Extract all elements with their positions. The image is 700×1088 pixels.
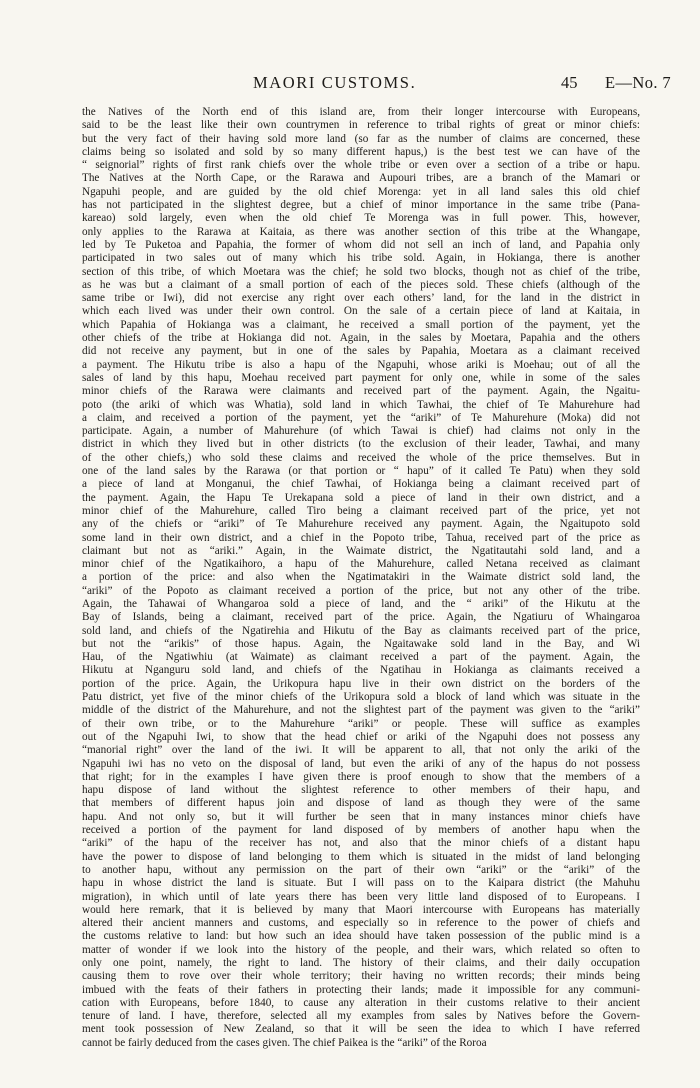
text-line: poto (the ariki of which was Whatia), sold land in which Tawhai, the chief of Te Mahurehure had bbox=[82, 398, 640, 411]
text-line: said to be the least like their own countrymen in reference to tribal rights of great or minor chiefs: bbox=[82, 119, 640, 132]
text-line: only applies to the Rarawa at Kaitaia, as there was another section of this tribe at the Whangape, bbox=[82, 225, 640, 238]
text-line: Hikutu at Nganguru sold land, and chiefs of the Ngatihau in Hokianga as claimants received a bbox=[82, 664, 640, 677]
text-line: same tribe or Iwi), did not exercise any right over each others’ land, for the land in the district in bbox=[82, 292, 640, 305]
text-line: sales of land by this hapu, Moehau received part payment for only one, while in some of the sales bbox=[82, 371, 640, 384]
text-line: “ariki” of the Popoto as claimant received a portion of the price, but not any other of the tribe. bbox=[82, 584, 640, 597]
text-line: hapu. And not only so, but it will further be seen that in many instances minor chiefs have bbox=[82, 810, 640, 823]
text-line: but the very fact of their having sold more land (so far as the number of claims are concerned, these bbox=[82, 132, 640, 145]
text-line: any of the chiefs or “ariki” of Te Mahurehure received any payment. Again, the Ngaitupoto sold bbox=[82, 518, 640, 531]
text-line: a claim, and received a portion of the payment, yet the “ariki” of Te Mahurehure (Moka) did not bbox=[82, 411, 640, 424]
text-line: but not the “arikis” of those hapus. Again, the Ngaitawake sold land in the Bay, and Wi bbox=[82, 637, 640, 650]
text-line: only one point, namely, the right to land. The history of their claims, and their daily occupation bbox=[82, 957, 640, 969]
text-line: that right; for in the examples I have given there is proof enough to show that the members of a bbox=[82, 770, 640, 783]
text-line: section of this tribe, of which Moetara was the chief; he sold two blocks, though not as chief of the tribe, bbox=[82, 265, 640, 278]
text-line: Patu district, yet five of the minor chiefs of the Urikopura sold a block of land which was situate in the bbox=[82, 691, 640, 704]
text-line: the customs relative to land: but how such an idea should have taken possession of the public mind is a bbox=[82, 930, 640, 943]
text-line: would here remark, that it is believed by many that Maori intercourse with Europeans has materially bbox=[82, 903, 640, 916]
text-line: hapu dispose of land without the slightest reference to other members of their hapu, and bbox=[82, 784, 640, 797]
text-line: cannot be fairly deduced from the cases given. The chief Paikea is the “ariki” of the Roroa bbox=[82, 1036, 487, 1049]
text-line: received a portion of the payment for land disposed of by members of another hapu when the bbox=[82, 824, 640, 837]
text-line: ment took possession of New Zealand, so that it will be seen the idea to which I have referred bbox=[82, 1023, 640, 1036]
text-line: tenure of land. I have, therefore, selected all my examples from sales by Natives before the Govern- bbox=[82, 1010, 640, 1023]
text-line: Hau, of the Ngatiwhiu (at Waimate) as claimant received a part of the payment. Again, the bbox=[82, 651, 640, 664]
text-line: that members of different hapus join and dispose of land as though they were of the same bbox=[82, 797, 640, 810]
text-line: causing them to rove over their whole territory; their having no written records; their minds being bbox=[82, 970, 640, 983]
text-line: cation with Europeans, before 1840, to cause any alteration in their customs relative to their ancient bbox=[82, 996, 640, 1009]
text-line: The Natives at the North Cape, or the Rarawa and Aupouri tribes, are a branch of the Mamari or bbox=[82, 172, 640, 185]
text-line: a payment. The Hikutu tribe is also a hapu of the Ngapuhi, whose ariki is Moehau; out of all the bbox=[82, 358, 640, 371]
text-line: has not participated in the slightest degree, but a chief of minor importance in the same tribe (Pana- bbox=[82, 199, 640, 212]
text-line: did not receive any payment, but in one of the sales by Papahia, Moetara as a claimant received bbox=[82, 345, 640, 358]
text-line: have the power to dispose of land belonging to them which is situated in the midst of land belonging bbox=[82, 850, 640, 863]
text-line: district in which they lived but in other districts (to the exclusion of their leader, Tawhai, and many bbox=[82, 438, 640, 451]
text-line: “ariki” of the hapu of the receiver has not, and also that the minor chiefs of a distant hapu bbox=[82, 837, 640, 850]
text-line: claimant but not as “ariki.” Again, in the Waimate district, the Ngatitautahi sold land, and a bbox=[82, 544, 640, 557]
text-line: minor chiefs of the Rarawa were claimants and received part of the payment. Again, the Ngaitu- bbox=[82, 385, 640, 398]
text-line: minor chief of the Ngatikaihoro, a hapu of the Mahurehure, called Netana received as claimant bbox=[82, 558, 640, 571]
text-line: migration), in which until of late years there has been very little land disposed of to Europeans. I bbox=[82, 890, 640, 903]
text-line: “ seignorial” rights of first rank chiefs over the whole tribe or even over a section of a tribe or hapu. bbox=[82, 159, 640, 172]
text-line: out of the Ngapuhi Iwi, to show that the head chief or ariki of the Ngapuhi does not possess any bbox=[82, 730, 640, 743]
document-reference: E—No. 7 bbox=[605, 73, 672, 92]
text-line: Again, the Tahawai of Whangaroa sold a piece of land, and the “ ariki” of the Hikutu at the bbox=[82, 597, 640, 610]
text-line: led by Te Puketoa and Papahia, the former of whom did not sell an inch of land, and Papahia only bbox=[82, 238, 640, 251]
text-line: kareao) sold largely, even when the old chief Te Morenga was in full power. This, however, bbox=[82, 212, 640, 225]
text-line: Ngapuhi people, and are guided by the old chief Morenga: yet in all land sales this old chief bbox=[82, 185, 640, 198]
text-line: Bay of Islands, being a claimant, received part of the price. Again, the Ngatiuru of Whaingaroa bbox=[82, 611, 640, 624]
text-line: of their own tribe, or to the Mahurehure “ariki” or people. These will suffice as examples bbox=[82, 717, 640, 730]
running-title: MAORI CUSTOMS. bbox=[253, 73, 417, 92]
text-line: to another hapu, without any permission on the part of their own “ariki” or the “ariki” of the bbox=[82, 863, 640, 876]
text-line: participate. Again, a number of Mahurehure (of which Tawai is chief) had claims not only in the bbox=[82, 425, 640, 438]
text-line: “manorial right” over the land of the iwi. It will be apparent to all, that not only the ariki of the bbox=[82, 744, 640, 757]
text-line: one of the land sales by the Rarawa (or that portion or “ hapu” of it called Te Patu) when they sold bbox=[82, 465, 640, 478]
text-line: a piece of land at Monganui, the chief Tawhai, of Hokianga being a claimant received part of bbox=[82, 478, 640, 491]
text-line: minor chief of the Mahurehure, called Tiro being a claimant received part of the price, yet not bbox=[82, 504, 640, 517]
text-line: participated in two sales out of many which his tribe sold. Again, in Hokianga, there is another bbox=[82, 252, 640, 265]
body-text bbox=[82, 106, 640, 1050]
text-line: middle of the district of the Mahurehure, and not the slightest part of the payment was given to the “ariki” bbox=[82, 704, 640, 717]
text-line: some land in their own district, and a chief in the Popoto tribe, Tahua, received part of the price as bbox=[82, 531, 640, 544]
text-line: as he was but a claimant of a small portion of each of the pieces sold. These chiefs (although of the bbox=[82, 278, 640, 291]
text-line: which Papahia of Hokianga was a claimant, he received a small portion of the payment, yet the bbox=[82, 318, 640, 331]
page-number: 45 bbox=[561, 73, 578, 92]
text-line: hapu in whose district the land is situate. But I will pass on to the Kaipara district (the Mahuhu bbox=[82, 877, 640, 890]
text-line: claims being so isolated and sold by so many different hapus,) is the best test we can have of the bbox=[82, 145, 640, 158]
text-line: imbued with the feats of their fathers in protecting their lands; made it impossible for any communi- bbox=[82, 983, 640, 996]
page-header bbox=[0, 73, 700, 95]
text-line: the Natives of the North end of this island are, from their longer intercourse with Europeans, bbox=[82, 106, 640, 118]
text-line: Ngapuhi iwi has no veto on the disposal of land, but even the ariki of any of the hapus do not possess bbox=[82, 757, 640, 770]
text-line: the payment. Again, the Hapu Te Urekapana sold a piece of land in their own district, and a bbox=[82, 491, 640, 504]
text-line: which each lived was under their own control. On the sale of a certain piece of land at Kaitaia, in bbox=[82, 305, 640, 318]
text-line: matter of wonder if we look into the history of the people, and their wars, which related so often to bbox=[82, 943, 640, 956]
text-line: portion of the price. Again, the Urikopura hapu live in their own district on the borders of the bbox=[82, 677, 640, 690]
text-line: a portion of the price: and also when the Ngatimatakiri in the Waimate district sold land, the bbox=[82, 571, 640, 584]
text-line: sold land, and chiefs of the Ngatirehia and Hikutu of the Bay as claimants received part of the price, bbox=[82, 624, 640, 637]
text-line: other chiefs of the tribe at Hokianga did not. Again, in the sales by Moetara, Papahia and the others bbox=[82, 332, 640, 345]
text-line: altered their ancient manners and customs, and especially so in reference to the power of chiefs and bbox=[82, 917, 640, 930]
text-line: of the other chiefs,) who sold these claims and received the whole of the price themselves. But in bbox=[82, 451, 640, 464]
